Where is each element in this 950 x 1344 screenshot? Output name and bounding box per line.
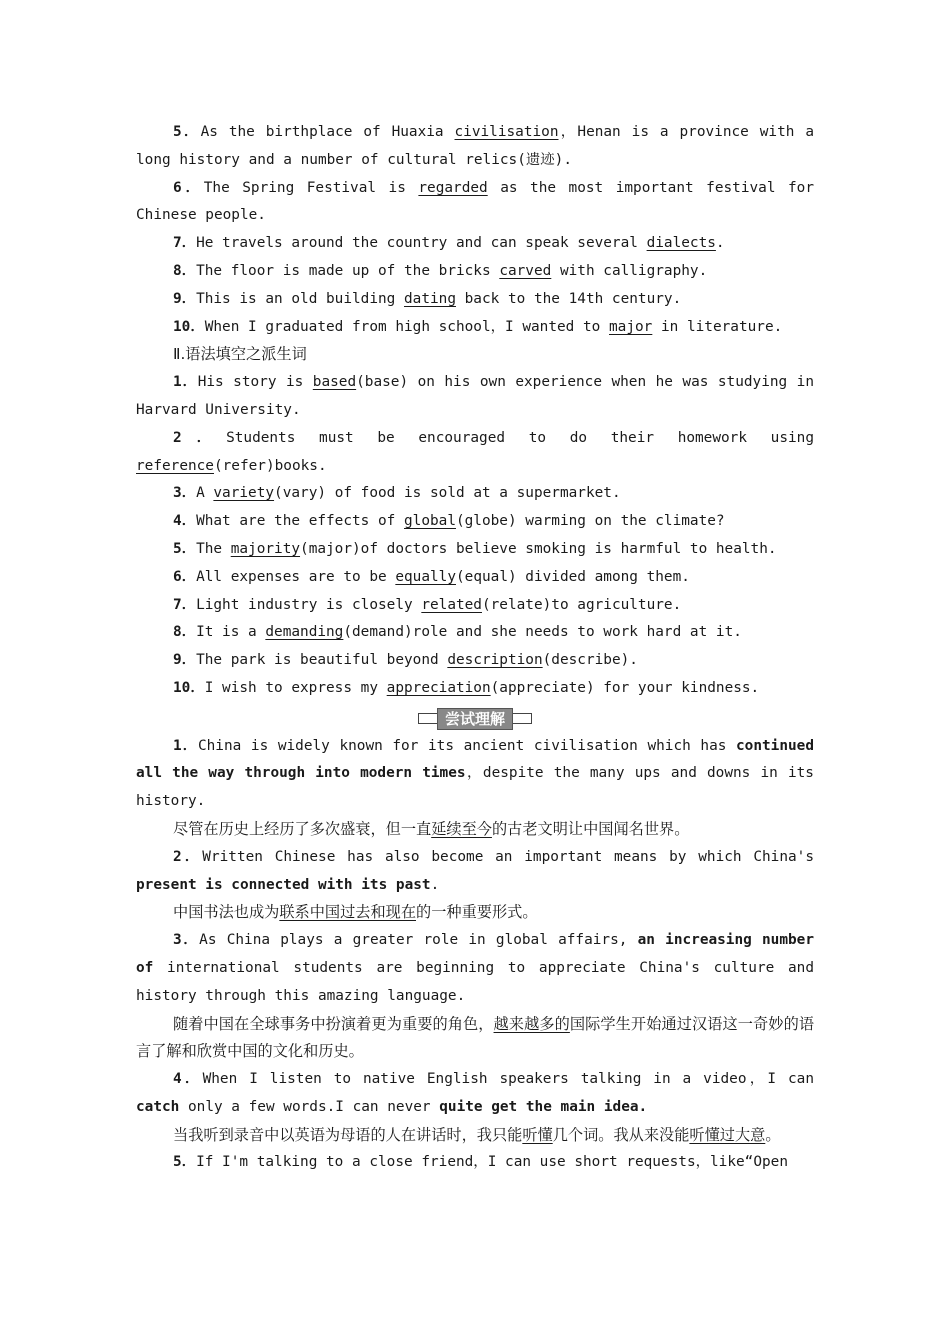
item-number: 5． xyxy=(173,124,201,140)
vocab-item xyxy=(136,286,814,314)
sentence-text: (demand)role and she needs to work hard at it. xyxy=(343,624,742,641)
answer-word: global xyxy=(404,513,456,530)
item-number: 3． xyxy=(173,485,197,502)
sentence-text: (relate)to agriculture. xyxy=(481,596,682,613)
sentence-text: He travels around the country and can speak several xyxy=(196,235,647,252)
item-number: 2． xyxy=(173,848,203,865)
zh-text: 中国书法也成为 xyxy=(173,903,280,922)
zh-text: 当我听到录音中以英语为母语的人在讲话时，我只能 xyxy=(173,1125,523,1144)
sentence-text: (appreciate) for your kindness. xyxy=(490,679,760,696)
answer-word: based xyxy=(312,374,357,391)
sentence-text: (vary) of food is sold at a supermarket. xyxy=(274,485,621,502)
sentence-text: His story is xyxy=(197,374,313,391)
zh-text: 。 xyxy=(765,1125,781,1144)
item-number: 7． xyxy=(173,235,197,252)
sentence-text: Students must be encouraged to do their homework using xyxy=(226,429,814,446)
key-phrase: quite get the main idea. xyxy=(439,1098,648,1115)
sentence-text: When I graduated from high school，I wanted to xyxy=(204,318,609,335)
sentence-text: with calligraphy. xyxy=(551,262,708,279)
translation-zh-4 xyxy=(136,1122,814,1150)
translation-item-5 xyxy=(136,1149,814,1177)
key-phrase: catch xyxy=(136,1098,180,1115)
answer-word: related xyxy=(421,596,482,613)
sentence-text: (describe). xyxy=(542,652,638,669)
translation-item-1 xyxy=(136,733,814,816)
sentence-text: China is widely known for its ancient civilisation which has xyxy=(197,737,737,754)
answer-word: dating xyxy=(404,290,456,307)
section-1-vocab xyxy=(136,119,814,341)
sentence-text: ，Henan is a province with a long history and a number of cultural relics(遗迹). xyxy=(136,124,814,168)
sentence-text: (base) on his own experience when he was studying in Harvard University. xyxy=(136,374,815,418)
answer-word: major xyxy=(609,318,653,335)
item-number: 6． xyxy=(173,568,197,585)
sentence-text: Light industry is closely xyxy=(196,596,422,613)
sentence-text: The floor is made up of the bricks xyxy=(196,262,500,279)
banner-left-bar xyxy=(418,713,437,724)
derivative-item xyxy=(136,675,814,703)
section-2-derivatives xyxy=(136,369,814,703)
key-phrase: present is connected with its past xyxy=(136,876,431,893)
section-2-title: Ⅱ.语法填空之派生词 xyxy=(173,345,307,364)
zh-text: 尽管在历史上经历了多次盛衰，但一直 xyxy=(173,819,432,838)
sentence-text: This is an old building xyxy=(196,290,404,307)
zh-key-phrase: 听懂 xyxy=(522,1125,553,1144)
translation-item-2 xyxy=(136,844,814,900)
key-phrase: continued all the way through into modern times xyxy=(136,737,814,782)
derivative-item xyxy=(136,536,814,564)
answer-word: regarded xyxy=(418,179,488,196)
zh-key-phrase: 联系中国过去和现在 xyxy=(279,903,416,922)
translation-zh-1 xyxy=(136,816,814,844)
zh-key-phrase: 听懂过大意 xyxy=(689,1125,766,1144)
item-number: 9． xyxy=(173,290,197,307)
translation-zh-2 xyxy=(136,899,814,927)
sentence-text: (refer)books. xyxy=(213,457,327,474)
sentence-text: ，despite the many ups and downs in its history. xyxy=(136,765,814,810)
answer-word: civilisation xyxy=(454,124,559,140)
item-number: 5． xyxy=(173,540,197,557)
answer-word: equally xyxy=(395,568,456,585)
vocab-item xyxy=(136,175,814,231)
item-number: 2． xyxy=(173,429,227,446)
sentence-text: What are the effects of xyxy=(196,513,404,530)
vocab-item xyxy=(136,314,814,342)
translation-item-4 xyxy=(136,1066,814,1122)
key-phrase: an increasing number of xyxy=(136,932,814,976)
sentence-text: If I'm talking to a close friend，I can use short requests，like“Open xyxy=(196,1154,788,1171)
item-number: 4． xyxy=(173,1071,203,1088)
item-number: 3． xyxy=(173,932,200,949)
banner-right-bar xyxy=(513,713,532,724)
sentence-text: As China plays a greater role in global affairs, xyxy=(199,932,638,949)
item-number: 8． xyxy=(173,262,197,279)
derivative-item xyxy=(136,369,814,425)
zh-text: 的古老文明让中国闻名世界。 xyxy=(491,819,690,838)
sentence-text: I wish to express my xyxy=(204,679,387,696)
item-number: 9． xyxy=(173,652,197,669)
translation-item-3 xyxy=(136,927,814,1010)
derivative-item xyxy=(136,480,814,508)
sentence-text: The park is beautiful beyond xyxy=(196,652,448,669)
item-number: 1． xyxy=(173,737,198,754)
sentence-text: A xyxy=(196,485,214,502)
sentence-text: . xyxy=(430,876,440,893)
answer-word: variety xyxy=(213,485,275,502)
item-number: 7． xyxy=(173,596,197,613)
sentence-text: (globe) warming on the climate? xyxy=(455,513,725,530)
answer-word: carved xyxy=(499,262,552,279)
sentence-text: as the most important festival for Chinese people. xyxy=(136,179,814,224)
derivative-item xyxy=(136,619,814,647)
item-number: 4． xyxy=(173,513,197,530)
sentence-text: international students are beginning to appreciate China's culture and history through this amazing language. xyxy=(136,959,814,1004)
sentence-text: It is a xyxy=(196,624,266,641)
sentence-text: . xyxy=(715,235,725,252)
sentence-text: All expenses are to be xyxy=(196,568,396,585)
sentence-text: As the birthplace of Huaxia xyxy=(200,124,455,140)
answer-word: reference xyxy=(136,457,214,474)
derivative-item xyxy=(136,425,814,481)
zh-text: 几个词。我从来没能 xyxy=(552,1125,690,1144)
item-number: 6． xyxy=(173,179,204,196)
sentence-text: in literature. xyxy=(652,318,783,335)
banner-heading xyxy=(136,705,814,733)
item-number: 10． xyxy=(173,679,205,696)
zh-text: 的一种重要形式。 xyxy=(416,903,538,922)
answer-word: majority xyxy=(230,540,301,557)
item-number: 1． xyxy=(173,374,198,391)
answer-word: dialects xyxy=(646,235,716,252)
sentence-text: only a few words.I can never xyxy=(179,1098,440,1115)
item-number: 10． xyxy=(173,318,205,335)
derivative-item xyxy=(136,592,814,620)
document-page xyxy=(136,119,814,1177)
sentence-text: When I listen to native English speakers talking in a video，I can xyxy=(202,1071,814,1088)
vocab-item xyxy=(136,258,814,286)
item-number: 8． xyxy=(173,624,197,641)
translation-zh-3 xyxy=(136,1011,814,1067)
derivative-item xyxy=(136,564,814,592)
sentence-text: The Spring Festival is xyxy=(203,179,419,196)
zh-key-phrase: 越来越多的 xyxy=(493,1014,570,1033)
derivative-item xyxy=(136,508,814,536)
answer-word: demanding xyxy=(265,624,344,641)
zh-text: 随着中国在全球事务中扮演着更为重要的角色， xyxy=(173,1014,494,1033)
banner-text: 尝试理解 xyxy=(437,708,513,730)
vocab-item xyxy=(136,230,814,258)
vocab-item xyxy=(136,119,814,175)
sentence-text: The xyxy=(196,540,231,557)
sentence-text: back to the 14th century. xyxy=(455,290,682,307)
item-number: 5． xyxy=(173,1154,197,1171)
sentence-text: (equal) divided among them. xyxy=(456,568,690,585)
sentence-text: Written Chinese has also become an important means by which China's xyxy=(202,848,814,865)
answer-word: appreciation xyxy=(386,679,491,696)
derivative-item xyxy=(136,647,814,675)
zh-key-phrase: 延续至今 xyxy=(431,819,492,838)
sentence-text: (major)of doctors believe smoking is harmful to health. xyxy=(300,540,777,557)
zh-text: 国际学生开始通过汉语这一奇妙的语言了解和欣赏中国的文化和历史。 xyxy=(136,1014,815,1061)
answer-word: description xyxy=(447,652,543,669)
